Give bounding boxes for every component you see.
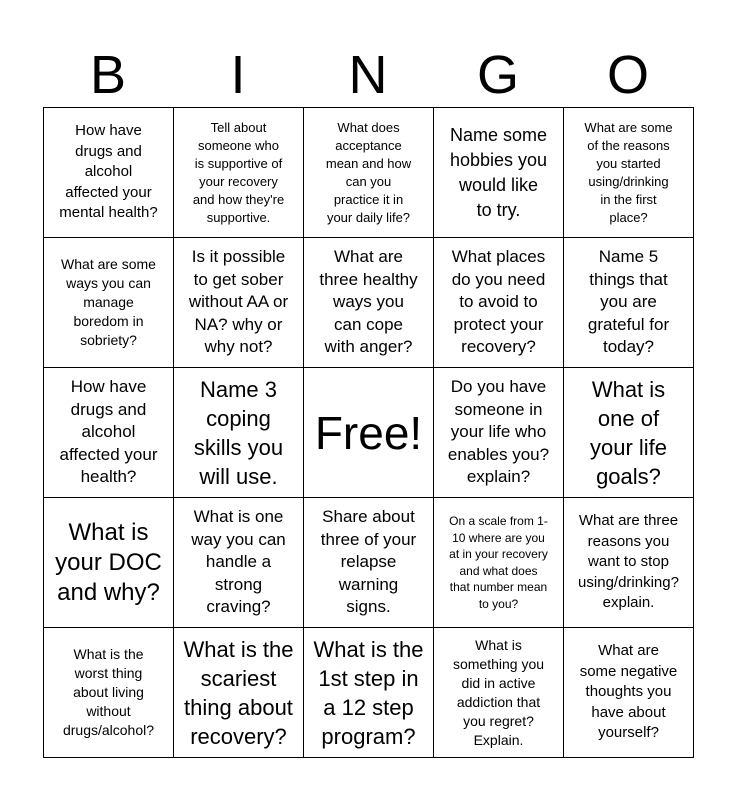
bingo-cell[interactable] bbox=[564, 368, 694, 498]
cell-text: What are some ways you can manage boredom in sobriety? bbox=[61, 256, 156, 348]
free-space[interactable] bbox=[304, 368, 434, 498]
bingo-cell[interactable] bbox=[174, 368, 304, 498]
bingo-cell[interactable] bbox=[304, 628, 434, 758]
cell-text: Name 3 coping skills you will use. bbox=[193, 376, 284, 489]
bingo-cell[interactable] bbox=[304, 108, 434, 238]
cell-text: Name 5 things that you are grateful for today? bbox=[587, 247, 670, 357]
bingo-cell[interactable] bbox=[44, 368, 174, 498]
cell-text: What is your DOC and why? bbox=[55, 518, 162, 606]
bingo-cell[interactable] bbox=[44, 498, 174, 628]
bingo-cell[interactable] bbox=[434, 238, 564, 368]
header-letter-g: G bbox=[476, 45, 519, 105]
header-letter-b: B bbox=[89, 45, 127, 105]
bingo-cell[interactable] bbox=[564, 238, 694, 368]
cell-text: How have drugs and alcohol affected your health? bbox=[59, 377, 158, 487]
cell-text: What is the scariest thing about recovery? bbox=[183, 636, 294, 749]
header-letter-o: O bbox=[606, 45, 649, 105]
bingo-cell[interactable] bbox=[304, 498, 434, 628]
bingo-cell[interactable] bbox=[304, 238, 434, 368]
cell-text: What are some negative thoughts you have about yourself? bbox=[579, 642, 678, 742]
cell-text: What are three reasons you want to stop using/drinking? explain. bbox=[578, 512, 679, 612]
cell-text: Tell about someone who is supportive of your recovery and how they're supportive. bbox=[192, 119, 285, 225]
bingo-cell[interactable] bbox=[174, 238, 304, 368]
cell-text: What is the 1st step in a 12 step program? bbox=[313, 636, 424, 749]
bingo-cell[interactable] bbox=[174, 108, 304, 238]
bingo-cell[interactable] bbox=[44, 108, 174, 238]
cell-text: Share about three of your relapse warning signs. bbox=[320, 507, 417, 617]
bingo-cell[interactable] bbox=[564, 108, 694, 238]
bingo-cell[interactable] bbox=[174, 498, 304, 628]
bingo-cell[interactable] bbox=[44, 628, 174, 758]
bingo-header bbox=[43, 46, 693, 104]
cell-text: What does acceptance mean and how can you practice it in your daily life? bbox=[325, 119, 412, 225]
bingo-cell[interactable] bbox=[434, 368, 564, 498]
cell-text: How have drugs and alcohol affected your mental health? bbox=[59, 122, 158, 222]
header-letter-i: I bbox=[230, 45, 246, 105]
header-letter-n: N bbox=[348, 45, 388, 105]
cell-text: What is one way you can handle a strong craving? bbox=[191, 507, 286, 617]
cell-text: What are some of the reasons you started using/drinking in the first place? bbox=[584, 119, 673, 225]
bingo-cell[interactable] bbox=[174, 628, 304, 758]
free-space-text: Free! bbox=[314, 406, 423, 459]
bingo-cell[interactable] bbox=[434, 628, 564, 758]
bingo-cell[interactable] bbox=[44, 238, 174, 368]
bingo-cell[interactable] bbox=[564, 498, 694, 628]
bingo-cell[interactable] bbox=[564, 628, 694, 758]
cell-text: What is something you did in active addiction that you regret? Explain. bbox=[452, 636, 545, 748]
cell-text: On a scale from 1- 10 where are you at in your recovery and what does that number mean to you? bbox=[449, 514, 548, 611]
bingo-cell[interactable] bbox=[434, 498, 564, 628]
cell-text: Name some hobbies you would like to try. bbox=[449, 124, 548, 220]
bingo-cell[interactable] bbox=[434, 108, 564, 238]
cell-text: What are three healthy ways you can cope with anger? bbox=[319, 247, 418, 357]
cell-text: What places do you need to avoid to protect your recovery? bbox=[451, 247, 546, 357]
bingo-board bbox=[43, 107, 694, 758]
cell-text: What is one of your life goals? bbox=[589, 376, 668, 489]
cell-text: What is the worst thing about living without drugs/alcohol? bbox=[62, 646, 155, 738]
cell-text: Is it possible to get sober without AA or NA? why or why not? bbox=[188, 247, 289, 357]
cell-text: Do you have someone in your life who enables you? explain? bbox=[447, 377, 550, 487]
